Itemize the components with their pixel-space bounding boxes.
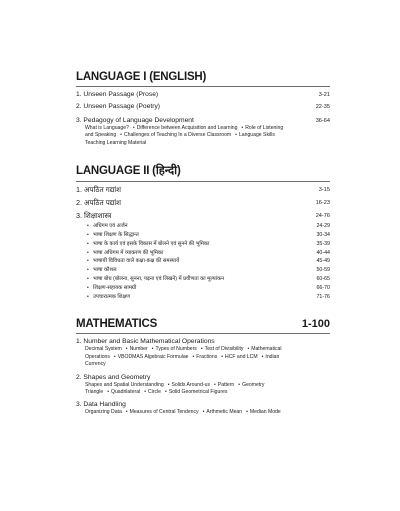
toc-sub-entry[interactable]: • अधिगम एवं अर्जन 24-29: [87, 223, 330, 230]
toc-entry-label: 1. Unseen Passage (Prose): [76, 91, 159, 98]
section-title: LANGUAGE I (ENGLISH): [76, 71, 207, 83]
toc-entry-label: 2. Shapes and Geometry: [76, 373, 151, 381]
toc-sub-entry[interactable]: • भाषा कौशल 50-59: [87, 267, 330, 274]
sub-entry-list: [76, 222, 330, 301]
toc-entry[interactable]: [76, 102, 330, 112]
toc-entry-label: 3. Pedagogy of Language Development: [76, 117, 194, 124]
toc-sub-entry[interactable]: • भाषा बोध (बोलना, सुनना, पढ़ना एवं लिखने) में प्रवीणता का मूल्यांकन 60-65: [87, 276, 330, 282]
bullet-icon: •: [87, 223, 89, 230]
bullet-icon: •: [87, 293, 89, 300]
section-rule: [76, 333, 330, 334]
toc-entry-label: 1. Number and Basic Mathematical Operations: [76, 338, 215, 346]
topic-list: Decimal System • Number • Types of Numbers • Test of Divisibility • Mathematical Operations • VBODMAS Algebraic Formulae • Fractions • HCF and LCM • Indian Currency: [85, 346, 282, 368]
toc-entry[interactable]: [76, 373, 330, 383]
topic-list: Organizing Data • Measures of Central Tendency • Arthmetic Mean • Median Mode: [85, 409, 281, 416]
toc-entry[interactable]: [76, 90, 330, 100]
toc-entry-pages: 16-23: [315, 200, 330, 207]
toc-entry[interactable]: [76, 116, 330, 126]
toc-entry-pages: 22-35: [315, 104, 330, 110]
section-header-language-1: [76, 70, 330, 86]
topic-list: What is Language? • Difference between Acquisition and Learning • Role of Listening and Speaking • Challenges of Teaching In a Diverse Classroom • Language Skills Teaching Learning Material: [85, 125, 284, 146]
toc-entry-label: 2. Unseen Passage (Poetry): [76, 103, 161, 110]
bullet-icon: •: [87, 249, 89, 256]
section-header-language-2: [76, 165, 330, 181]
toc-entry[interactable]: [76, 337, 330, 347]
toc-sub-entry[interactable]: • भाषायी विविधता वाले कक्षा-कक्ष की समस्यायें 45-49: [87, 258, 330, 265]
toc-entry[interactable]: [76, 185, 330, 196]
toc-entry-pages: 36-64: [315, 118, 330, 124]
toc-entry-label: 1. अपठित गद्यांश: [76, 185, 122, 195]
toc-sub-entry[interactable]: • भाषा के कार्य एवं इसके विकास में बोलने एवं सुनने की भूमिका 35-39: [87, 240, 330, 247]
section-rule: [76, 181, 330, 182]
section-rule: [76, 86, 330, 87]
toc-entry-label: 3. शिक्षाशास्त्र: [76, 211, 112, 221]
toc-sub-entry[interactable]: • शिक्षण-सहायक सामग्री 66-70: [87, 284, 330, 291]
section-page-range: 1-100: [301, 318, 330, 331]
topic-list: Shapes and Spatial Understanding • Solids Around-us • Pattern • Geometry Triangle • Quadrilateral • Circle • Solid Geometrical Figures: [85, 381, 265, 396]
toc-entry-label: 3. Data Handling: [76, 401, 126, 409]
toc-entry[interactable]: [76, 211, 330, 222]
toc-entry-pages: 3-15: [318, 187, 330, 194]
bullet-icon: •: [87, 232, 89, 239]
section-title: MATHEMATICS: [76, 318, 158, 331]
bullet-icon: •: [87, 240, 89, 247]
toc-entry-pages: 3-21: [318, 92, 330, 98]
toc-entry[interactable]: [76, 400, 330, 410]
bullet-icon: •: [87, 267, 89, 274]
bullet-icon: •: [87, 258, 89, 265]
section-title: LANGUAGE II (हिन्दी): [76, 165, 181, 178]
toc-entry[interactable]: [76, 198, 330, 209]
section-header-mathematics: [76, 317, 330, 333]
toc-entry-pages: 24-76: [315, 213, 330, 220]
toc-sub-entry[interactable]: • भाषा शिक्षण के सिद्धान्त 30-34: [87, 232, 330, 239]
toc-sub-entry[interactable]: • भाषा अधिगम में व्याकरण की भूमिका 40-44: [87, 249, 330, 256]
bullet-icon: •: [87, 284, 89, 291]
bullet-icon: •: [87, 276, 89, 282]
toc-sub-entry[interactable]: • उपचारात्मक शिक्षण 71-76: [87, 293, 330, 300]
table-of-contents: [76, 70, 330, 419]
toc-entry-label: 2. अपठित पद्यांश: [76, 198, 122, 208]
